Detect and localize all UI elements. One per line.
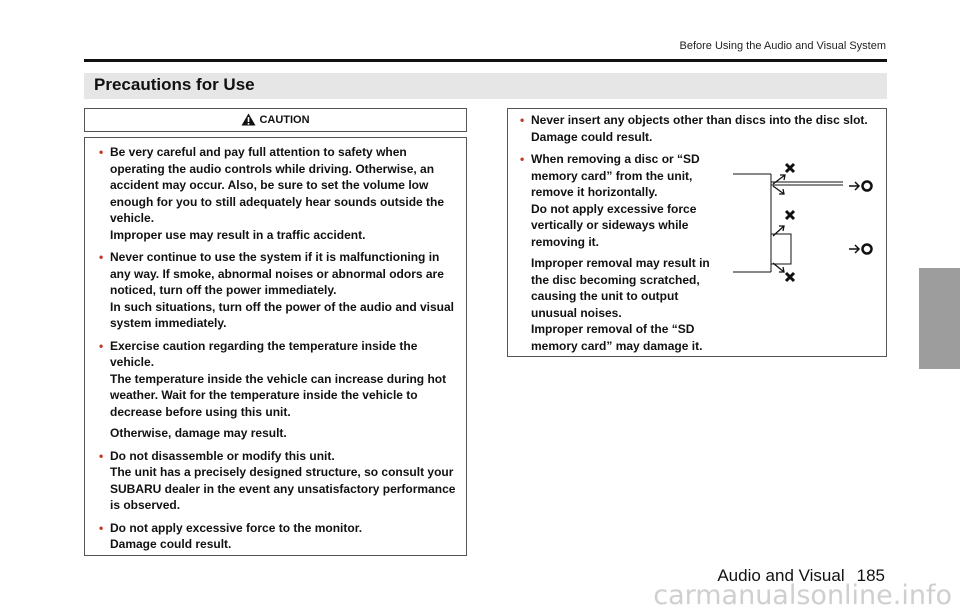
page-number: 185 bbox=[856, 566, 885, 585]
caution-item-text: Exercise caution regarding the temperature inside the vehicle. bbox=[110, 338, 418, 369]
caution-item-text: Never continue to use the system if it is malfunctioning in any way. If smoke, abnormal noises or abnormal odors are noticed, turn off the power immediately. bbox=[110, 250, 444, 297]
caution-item-text: Improper removal may result in the disc becoming scratched, causing the unit to output unusual noises. bbox=[531, 256, 710, 320]
caution-item-text: Be very careful and pay full attention to safety when operating the audio controls while driving. Otherwise, an accident may occur. Also, be sure to set the volume low enough for you to still adequately hear sounds outside the vehicle. bbox=[110, 145, 445, 225]
caution-item-text: Otherwise, damage may result. bbox=[110, 426, 287, 440]
caution-list-box bbox=[84, 137, 467, 556]
caution-item bbox=[99, 520, 460, 553]
ng-angled-down-arrow bbox=[773, 186, 784, 194]
footer-section-name: Audio and Visual bbox=[717, 566, 845, 585]
caution-item-text: Never insert any objects other than discs into the disc slot. bbox=[531, 113, 868, 127]
ng-cross-icon bbox=[786, 273, 794, 281]
bullet-icon: • bbox=[520, 152, 525, 166]
ng-angled-up-arrow bbox=[773, 175, 785, 184]
bullet-icon: • bbox=[99, 145, 104, 159]
running-header: Before Using the Audio and Visual System bbox=[679, 40, 886, 52]
caution-item-text: Do not disassemble or modify this unit. bbox=[110, 448, 335, 463]
caution-item-text: When removing a disc or “SD memory card” from the unit, remove it horizontally. bbox=[531, 152, 700, 199]
caution-item-text: Improper removal of the “SD memory card” may damage it. bbox=[531, 322, 703, 353]
bullet-icon: • bbox=[99, 250, 104, 264]
caution-item bbox=[99, 144, 460, 243]
bullet-icon: • bbox=[99, 520, 104, 535]
ok-horizontal-arrow bbox=[849, 245, 872, 254]
caution-item bbox=[99, 338, 460, 442]
bullet-icon: • bbox=[520, 113, 525, 127]
bullet-icon: • bbox=[99, 448, 104, 463]
caution-item bbox=[520, 112, 891, 145]
warning-triangle-icon bbox=[241, 113, 256, 126]
caution-item bbox=[520, 151, 710, 354]
caution-item-text: Damage could result. bbox=[110, 537, 232, 551]
ok-horizontal-arrow bbox=[849, 182, 872, 191]
caution-item bbox=[99, 448, 460, 514]
caution-label-row bbox=[85, 113, 466, 126]
caution-item-text: Improper use may result in a traffic accident. bbox=[110, 227, 366, 242]
caution-item-text: Damage could result. bbox=[531, 129, 653, 144]
bullet-icon: • bbox=[99, 338, 104, 353]
caution-header-box bbox=[84, 108, 467, 132]
caution-item-text: Do not apply excessive force vertically or sideways while removing it. bbox=[531, 201, 697, 249]
chapter-side-tab bbox=[919, 268, 960, 369]
page-title: Precautions for Use bbox=[94, 75, 255, 94]
removal-direction-diagram bbox=[733, 160, 878, 285]
caution-item-text: Do not apply excessive force to the monitor. bbox=[110, 520, 363, 535]
watermark: carmanualsonline.info bbox=[653, 580, 952, 611]
caution-label: CAUTION bbox=[259, 114, 310, 126]
caution-item-text: The unit has a precisely designed structure, so consult your SUBARU dealer in the event any unsatisfactory performance is observed. bbox=[110, 465, 456, 512]
ng-cross-icon bbox=[786, 211, 794, 219]
title-band bbox=[84, 73, 887, 99]
disc-slot-illustration bbox=[733, 174, 843, 272]
caution-item-text: The temperature inside the vehicle can increase during hot weather. Wait for the temperature inside the vehicle to decrease before using this unit. bbox=[110, 371, 447, 419]
ng-cross-icon bbox=[786, 164, 794, 172]
header-rule bbox=[84, 59, 887, 62]
caution-item bbox=[99, 249, 460, 332]
caution-item-text: In such situations, turn off the power of the audio and visual system immediately. bbox=[110, 299, 455, 330]
